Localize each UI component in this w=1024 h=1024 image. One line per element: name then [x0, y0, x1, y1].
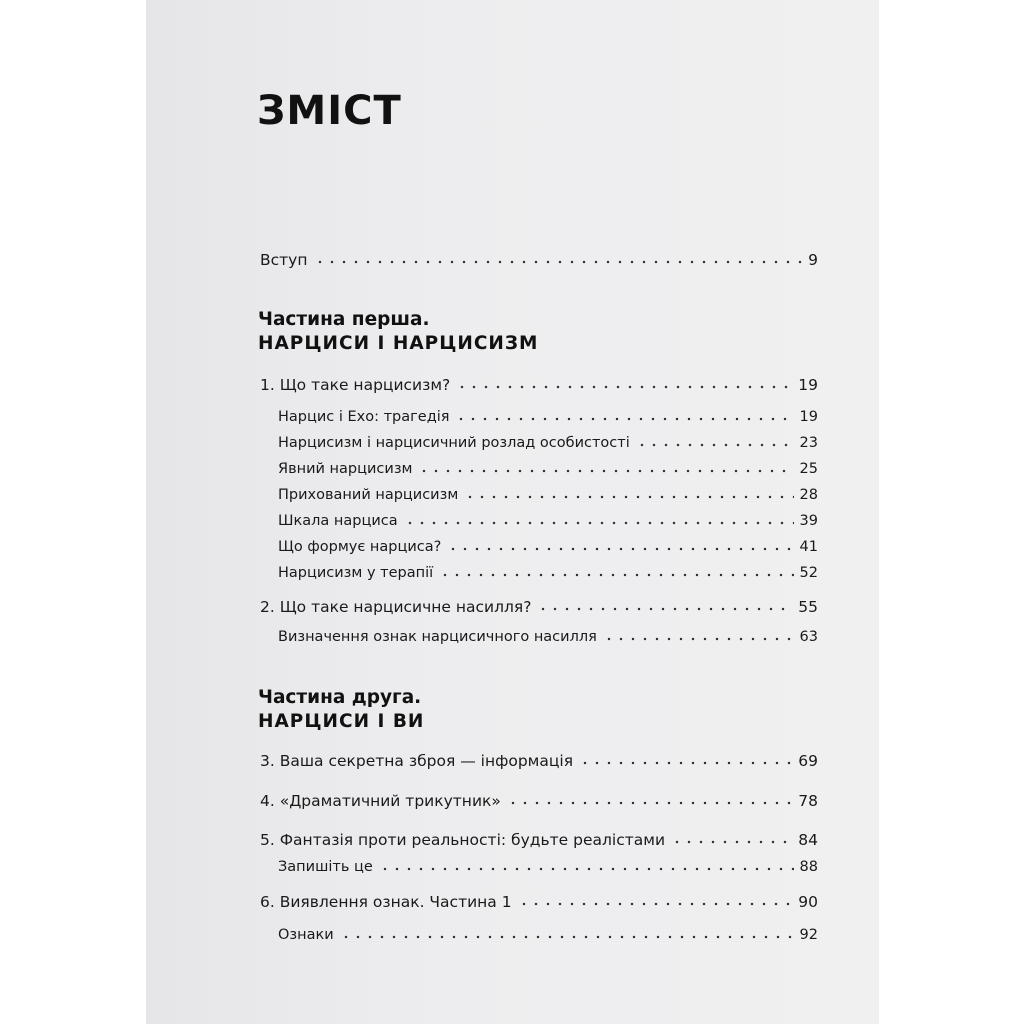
toc-entry-chapter-2[interactable]	[260, 597, 818, 617]
toc-page-number: 19	[798, 376, 818, 394]
part-heading-1	[258, 308, 538, 356]
toc-entry-label: 6. Виявлення ознак. Частина 1	[260, 893, 512, 911]
toc-page-number: 55	[798, 598, 818, 616]
toc-entry-section[interactable]	[278, 925, 818, 945]
toc-entry-section[interactable]	[278, 433, 818, 453]
toc-entry-chapter-5[interactable]	[260, 830, 818, 850]
toc-entry-label: 3. Ваша секретна зброя — інформація	[260, 752, 574, 770]
dot-leader	[464, 495, 793, 499]
dot-leader	[671, 840, 792, 844]
toc-entry-section[interactable]	[278, 857, 818, 877]
part-subtitle: НАРЦИСИ І НАРЦИСИЗМ	[258, 333, 539, 354]
toc-entry-label: Шкала нарциса	[278, 513, 398, 529]
toc-page-number: 88	[799, 859, 818, 875]
dot-leader	[404, 521, 794, 525]
toc-page-number: 9	[808, 251, 818, 269]
toc-entry-label: Вступ	[260, 251, 308, 269]
toc-entry-label: Нарцисизм у терапії	[278, 565, 434, 581]
part-subtitle: НАРЦИСИ І ВИ	[258, 711, 425, 732]
toc-page-number: 39	[799, 513, 818, 529]
toc-entry-label: Нарцисизм і нарцисичний розлад особистості	[278, 435, 630, 451]
dot-leader	[537, 607, 792, 611]
dot-leader	[379, 867, 794, 871]
toc-entry-label: 5. Фантазія проти реальності: будьте реалістами	[260, 831, 666, 849]
toc-page-number: 69	[798, 752, 818, 770]
toc-page-number: 25	[799, 461, 818, 477]
toc-entry-intro[interactable]	[260, 250, 818, 270]
dot-leader	[447, 547, 793, 551]
toc-page-number: 90	[798, 893, 818, 911]
toc-entry-section[interactable]	[278, 459, 818, 479]
book-page	[146, 0, 879, 1024]
toc-entry-section[interactable]	[278, 537, 818, 557]
toc-page-number: 19	[799, 409, 818, 425]
dot-leader	[340, 935, 794, 939]
toc-entry-label: Нарцис і Ехо: трагедія	[278, 409, 450, 425]
toc-entry-label: Визначення ознак нарцисичного насилля	[278, 629, 597, 645]
part-title: Частина перша.	[258, 309, 430, 330]
toc-entry-section[interactable]	[278, 485, 818, 505]
part-heading-2	[258, 686, 424, 734]
toc-entry-label: Ознаки	[278, 927, 334, 943]
toc-page-number: 63	[799, 629, 818, 645]
toc-page-number: 41	[799, 539, 818, 555]
toc-entry-section[interactable]	[278, 627, 818, 647]
toc-page-number: 28	[799, 487, 818, 503]
toc-entry-chapter-1[interactable]	[260, 375, 818, 395]
dot-leader	[439, 573, 793, 577]
dot-leader	[455, 417, 793, 421]
toc-entry-label: Явний нарцисизм	[278, 461, 413, 477]
dot-leader	[579, 761, 792, 765]
toc-entry-label: Запишіть це	[278, 859, 373, 875]
toc-entry-chapter-3[interactable]	[260, 751, 818, 771]
dot-leader	[314, 260, 803, 264]
toc-page-number: 23	[799, 435, 818, 451]
dot-leader	[518, 902, 793, 906]
toc-entry-chapter-6[interactable]	[260, 892, 818, 912]
toc-page-number: 84	[798, 831, 818, 849]
toc-entry-section[interactable]	[278, 563, 818, 583]
part-title: Частина друга.	[258, 687, 422, 708]
toc-entry-section[interactable]	[278, 407, 818, 427]
toc-entry-section[interactable]	[278, 511, 818, 531]
toc-entry-label: 1. Що таке нарцисизм?	[260, 376, 451, 394]
toc-entry-label: 4. «Драматичний трикутник»	[260, 792, 501, 810]
toc-entry-label: 2. Що таке нарцисичне насилля?	[260, 598, 532, 616]
dot-leader	[636, 443, 794, 447]
dot-leader	[418, 469, 793, 473]
toc-entry-chapter-4[interactable]	[260, 791, 818, 811]
dot-leader	[507, 801, 792, 805]
page-title: ЗМІСТ	[257, 88, 402, 134]
toc-page-number: 92	[799, 927, 818, 943]
dot-leader	[456, 385, 792, 389]
toc-entry-label: Прихований нарцисизм	[278, 487, 459, 503]
toc-page-number: 52	[799, 565, 818, 581]
toc-page-number: 78	[798, 792, 818, 810]
dot-leader	[603, 637, 794, 641]
toc-entry-label: Що формує нарциса?	[278, 539, 442, 555]
